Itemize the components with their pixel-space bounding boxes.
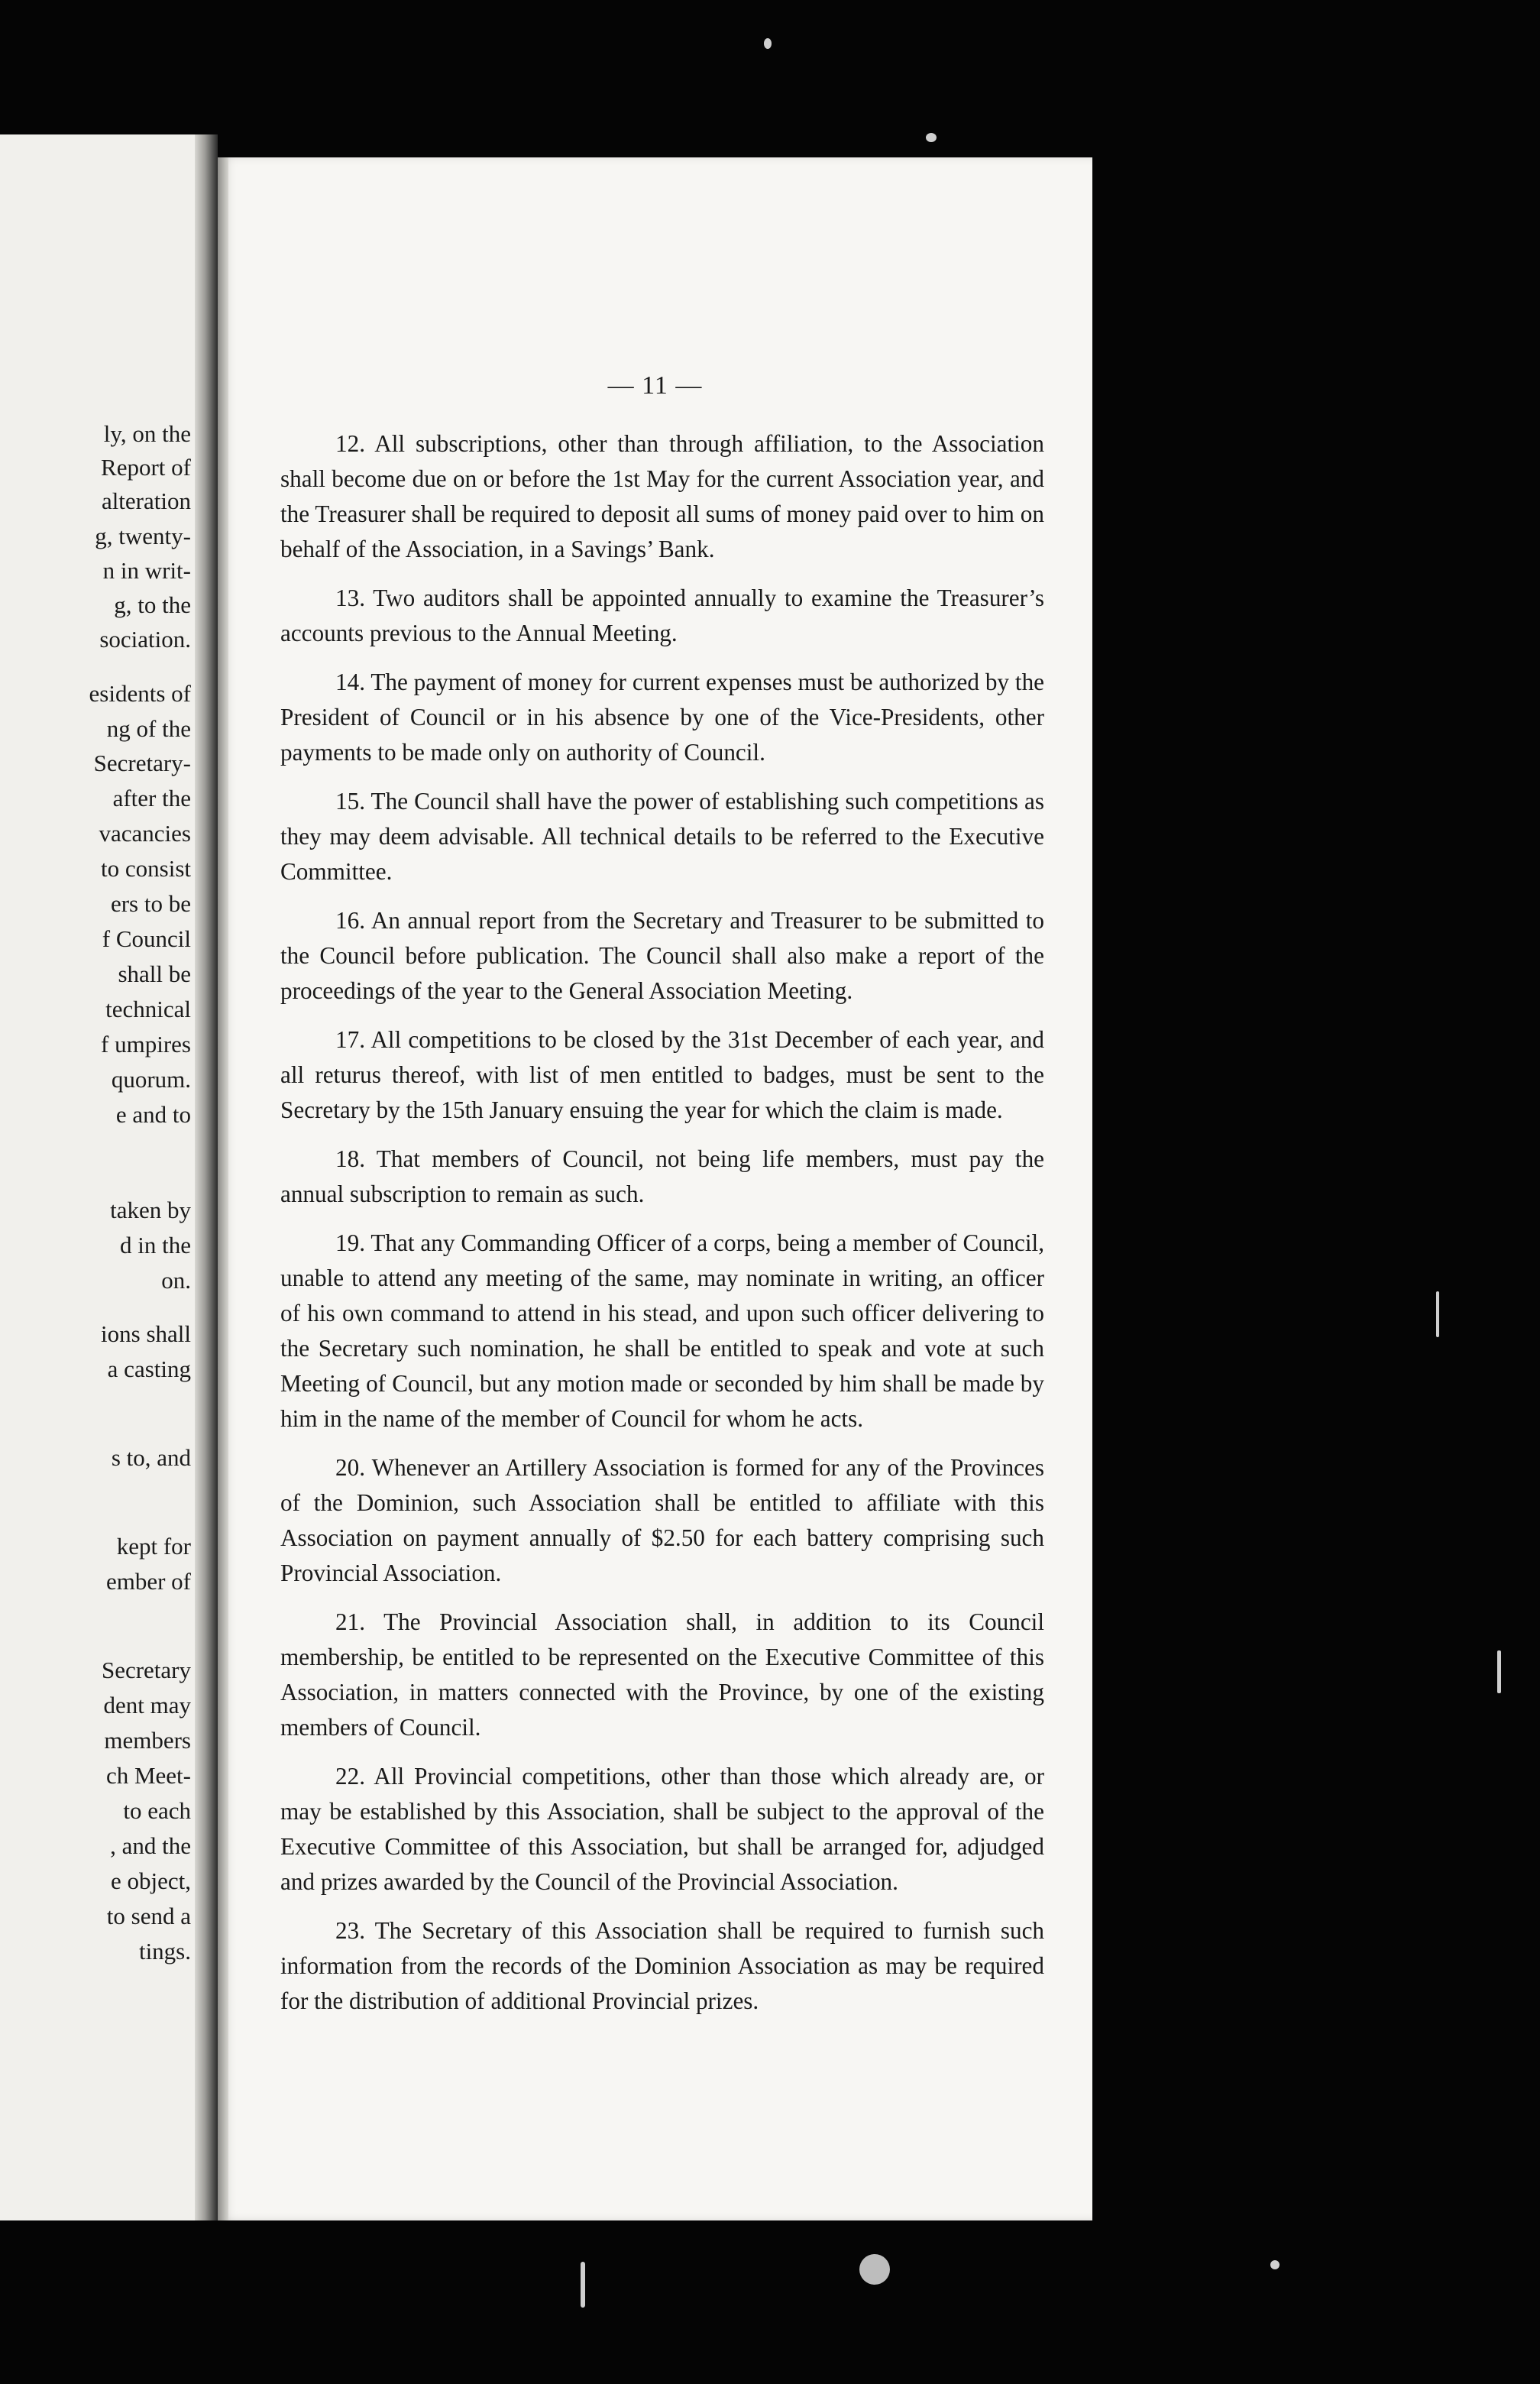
rule-text: That members of Council, not being life members, must pay the annual subscription to remain as such. bbox=[280, 1145, 1045, 1207]
rule-paragraph bbox=[280, 1450, 1044, 1591]
left-line: esidents of bbox=[89, 680, 191, 707]
rule-text: Whenever an Artillery Association is formed for any of the Provinces of the Dominion, such Association shall be entitled to affiliate with this Association on payment annually of $2.50 for each battery comprising such Provincial Association. bbox=[280, 1454, 1045, 1586]
left-line: after the bbox=[112, 785, 191, 811]
dust-speck bbox=[926, 133, 937, 142]
dust-speck bbox=[764, 38, 772, 49]
rule-paragraph bbox=[280, 1759, 1044, 1900]
left-line: , and the bbox=[110, 1832, 191, 1859]
page-gutter bbox=[195, 134, 218, 2220]
rule-number: 19. bbox=[335, 1229, 365, 1256]
rule-text: The Council shall have the power of establishing such competitions as they may deem advisable. All technical details to be referred to the Executive Committee. bbox=[280, 788, 1045, 885]
left-line: ions shall bbox=[101, 1320, 191, 1347]
left-line: f umpires bbox=[101, 1031, 191, 1058]
rule-paragraph bbox=[280, 1226, 1044, 1437]
dust-speck bbox=[581, 2262, 585, 2308]
left-line: ers to be bbox=[110, 890, 191, 917]
left-line: e object, bbox=[110, 1867, 191, 1894]
rule-text: All subscriptions, other than through affiliation, to the Association shall become due on or before the 1st May for the current Association year, and the Treasurer shall be required to deposit all sums of money paid over to him on behalf of the Association, in a Savings’ Bank. bbox=[280, 430, 1044, 562]
left-line: n in writ- bbox=[102, 557, 191, 584]
dust-speck bbox=[1497, 1650, 1501, 1693]
rule-paragraph bbox=[280, 1022, 1044, 1128]
left-line: ember of bbox=[105, 1568, 191, 1595]
rule-number: 15. bbox=[335, 788, 365, 815]
rule-paragraph bbox=[280, 1913, 1044, 2019]
left-line: sociation. bbox=[99, 626, 191, 653]
left-line: Report of bbox=[101, 454, 191, 481]
rule-paragraph bbox=[280, 581, 1044, 651]
left-line: s to, and bbox=[111, 1444, 191, 1471]
rule-number: 21. bbox=[335, 1608, 365, 1635]
rule-number: 14. bbox=[335, 669, 365, 695]
rule-paragraph bbox=[280, 903, 1044, 1009]
left-line: on. bbox=[161, 1267, 191, 1294]
rule-text: The payment of money for current expenses must be authorized by the President of Council or in his absence by one of the Vice-Presidents, other payments to be made only on authority of Council. bbox=[280, 669, 1045, 766]
left-line: alteration bbox=[101, 487, 191, 514]
rule-text: Two auditors shall be appointed annually to examine the Treasurer’s accounts previous to the Annual Meeting. bbox=[280, 585, 1044, 646]
rule-number: 18. bbox=[335, 1145, 365, 1172]
main-page bbox=[218, 157, 1092, 2220]
rule-text: The Provincial Association shall, in addition to its Council membership, be entitled to be represented on the Executive Committee of this Association, in matters connected with the Province, by one of the existing members of Council. bbox=[280, 1608, 1044, 1741]
rule-paragraph bbox=[280, 665, 1044, 770]
left-line: Secretary- bbox=[93, 750, 191, 776]
left-line: d in the bbox=[120, 1232, 191, 1258]
rule-number: 20. bbox=[335, 1454, 365, 1481]
left-line: to send a bbox=[106, 1903, 191, 1929]
rule-paragraph bbox=[280, 784, 1044, 889]
left-line: g, twenty- bbox=[95, 523, 191, 549]
rule-number: 23. bbox=[335, 1917, 365, 1944]
rule-number: 12. bbox=[335, 430, 365, 457]
rule-number: 16. bbox=[335, 907, 365, 934]
left-line: shall be bbox=[118, 960, 191, 987]
dust-speck bbox=[1270, 2260, 1280, 2269]
left-line: quorum. bbox=[111, 1066, 191, 1093]
left-line: dent may bbox=[103, 1692, 191, 1718]
left-line: ng of the bbox=[106, 715, 191, 742]
dust-speck bbox=[1436, 1291, 1439, 1337]
left-line: g, to the bbox=[114, 591, 191, 618]
rule-number: 17. bbox=[335, 1026, 365, 1053]
page-edge-shadow bbox=[218, 157, 228, 2220]
left-facing-page bbox=[0, 134, 205, 2220]
rule-text: All Provincial competitions, other than those which already are, or may be established by this Association, shall be subject to the approval of the Executive Committee of this Association, but shall be arranged for, adjudged and prizes awarded by the Council of the Provincial Association. bbox=[280, 1763, 1044, 1895]
rule-text: All competitions to be closed by the 31st December of each year, and all returus thereof, with list of men entitled to badges, must be sent to the Secretary by the 15th January ensuing the year for which the claim is made. bbox=[280, 1026, 1044, 1123]
left-line: e and to bbox=[115, 1101, 191, 1128]
left-line: ch Meet- bbox=[105, 1762, 191, 1789]
rule-paragraph bbox=[280, 426, 1044, 567]
rules-list bbox=[280, 426, 1044, 2033]
left-line: taken by bbox=[110, 1197, 191, 1223]
left-line: to consist bbox=[101, 855, 191, 882]
left-line: vacancies bbox=[99, 820, 191, 847]
left-line: members bbox=[104, 1727, 191, 1754]
dust-speck bbox=[859, 2254, 890, 2285]
left-line: f Council bbox=[102, 925, 191, 952]
left-line: to each bbox=[123, 1797, 191, 1824]
left-line: kept for bbox=[116, 1533, 191, 1560]
rule-paragraph bbox=[280, 1142, 1044, 1212]
left-line: ly, on the bbox=[103, 420, 191, 447]
left-line: technical bbox=[105, 996, 191, 1022]
left-line: a casting bbox=[107, 1356, 191, 1382]
left-line: Secretary bbox=[101, 1657, 191, 1683]
rule-text: An annual report from the Secretary and Treasurer to be submitted to the Council before publication. The Council shall also make a report of the proceedings of the year to the General Association Meeting. bbox=[280, 907, 1044, 1004]
rule-text: The Secretary of this Association shall be required to furnish such information from the records of the Dominion Association as may be required for the distribution of additional Provincial prizes. bbox=[280, 1917, 1044, 2014]
page-number: — 11 — bbox=[607, 371, 703, 400]
rule-number: 13. bbox=[335, 585, 365, 611]
rule-paragraph bbox=[280, 1605, 1044, 1745]
rule-number: 22. bbox=[335, 1763, 365, 1790]
left-line: tings. bbox=[138, 1938, 191, 1965]
rule-text: That any Commanding Officer of a corps, being a member of Council, unable to attend any meeting of the same, may nominate in writing, an officer of his own command to attend in his stead, and upon such officer delivering to the Secretary such nomination, he shall be entitled to speak and vote at such Meeting of Council, but any motion made or seconded by him shall be made by him in the name of the member of Council for whom he acts. bbox=[280, 1229, 1045, 1432]
